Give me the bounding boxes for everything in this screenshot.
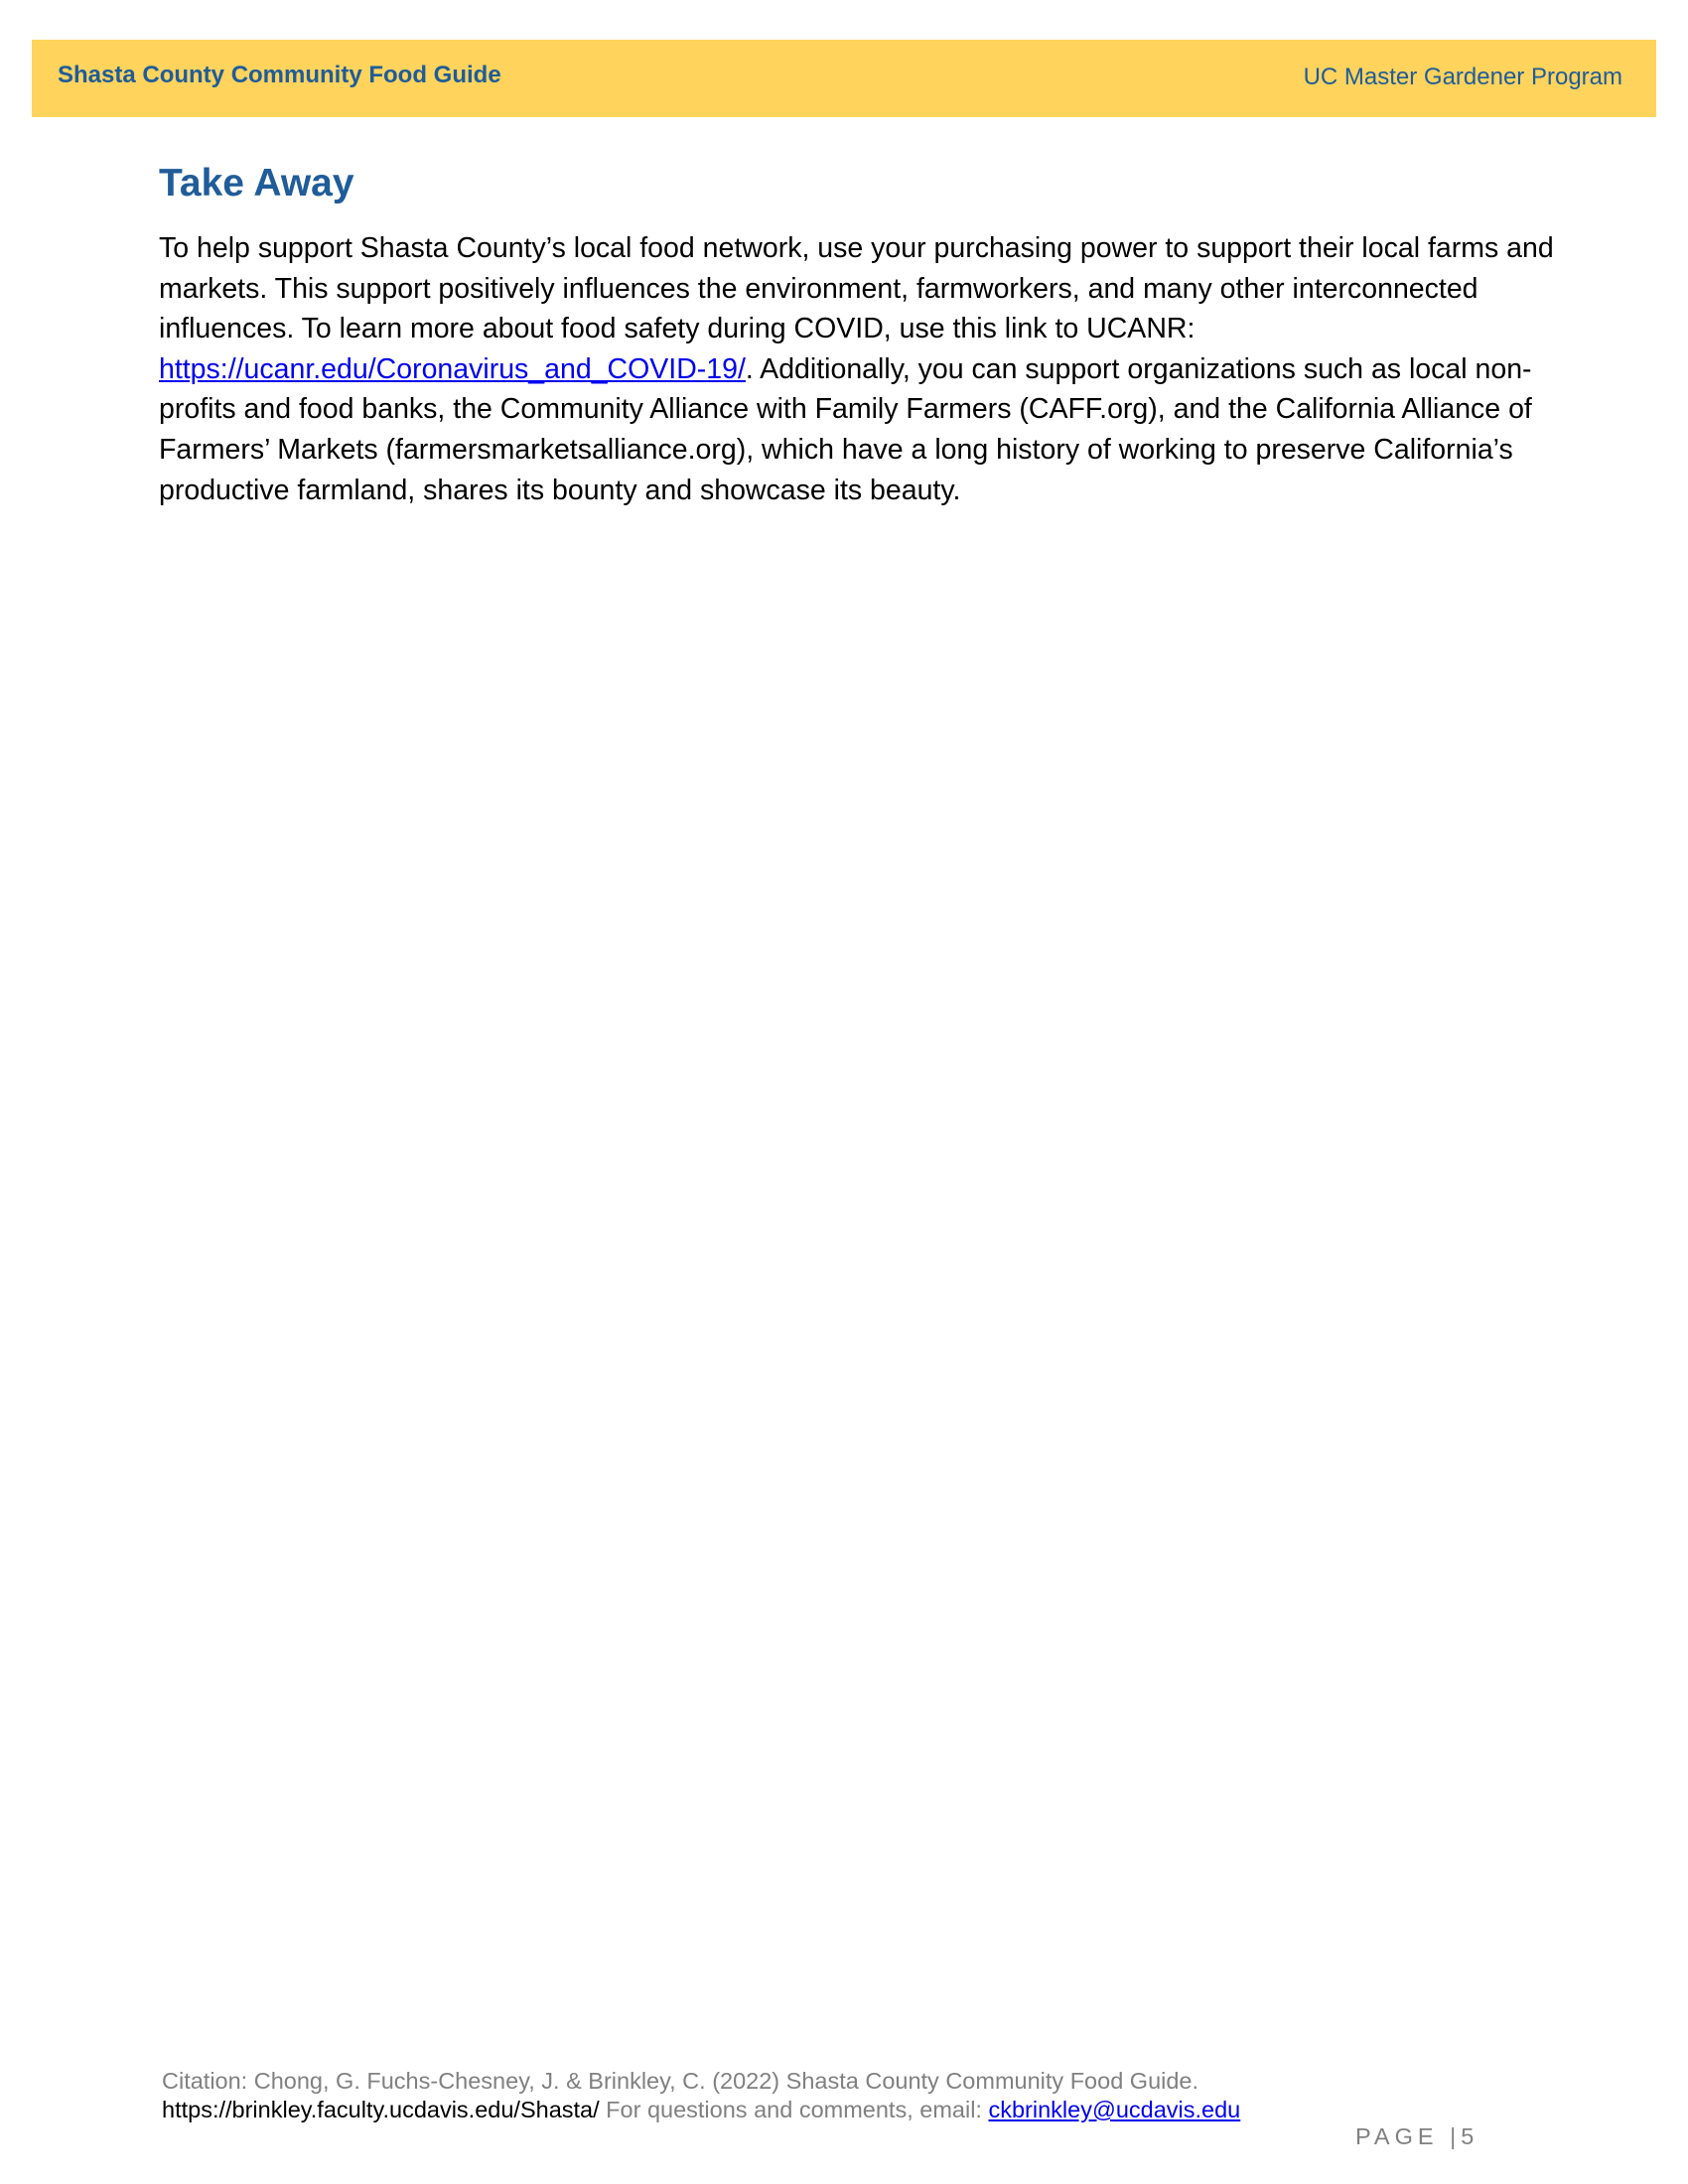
- page-label: PAGE |: [1355, 2123, 1462, 2149]
- header-guide-title: Shasta County Community Food Guide: [58, 62, 501, 88]
- header-band: [32, 40, 1656, 117]
- page-number: [1355, 2123, 1478, 2150]
- ucanr-covid-link[interactable]: https://ucanr.edu/Coronavirus_and_COVID-19/: [159, 352, 746, 385]
- citation-text: Citation: Chong, G. Fuchs-Chesney, J. & Brinkley, C. (2022) Shasta County Community Food Guide.: [162, 2068, 1199, 2094]
- header-program-name: UC Master Gardener Program: [1303, 64, 1622, 90]
- contact-email-link[interactable]: ckbrinkley@ucdavis.edu: [988, 2097, 1241, 2122]
- paragraph-text-part1: To help support Shasta County’s local food network, use your purchasing power to support their local farms and markets. This support positively influences the environment, farmworkers, and many other interconnected influences. To learn more about food safety during COVID, use this link to UCANR:: [159, 232, 1554, 345]
- guide-url: https://brinkley.faculty.ucdavis.edu/Shasta/: [162, 2097, 600, 2122]
- section-title: Take Away: [159, 162, 354, 205]
- footer-citation: [162, 2067, 1453, 2124]
- take-away-paragraph: [159, 228, 1589, 510]
- paragraph-text-part2: . Additionally, you can support organizations such as local non-profits and food banks, the Community Alliance with Family Farmers (CAFF.org), and the California Alliance of Farmers’ Markets (farmersmarketsalliance.org), which have a long history of working to preserve California’s productive farmland, shares its bounty and showcase its beauty.: [159, 352, 1532, 506]
- page-number-value: 5: [1461, 2123, 1479, 2149]
- questions-text: For questions and comments, email:: [599, 2097, 989, 2122]
